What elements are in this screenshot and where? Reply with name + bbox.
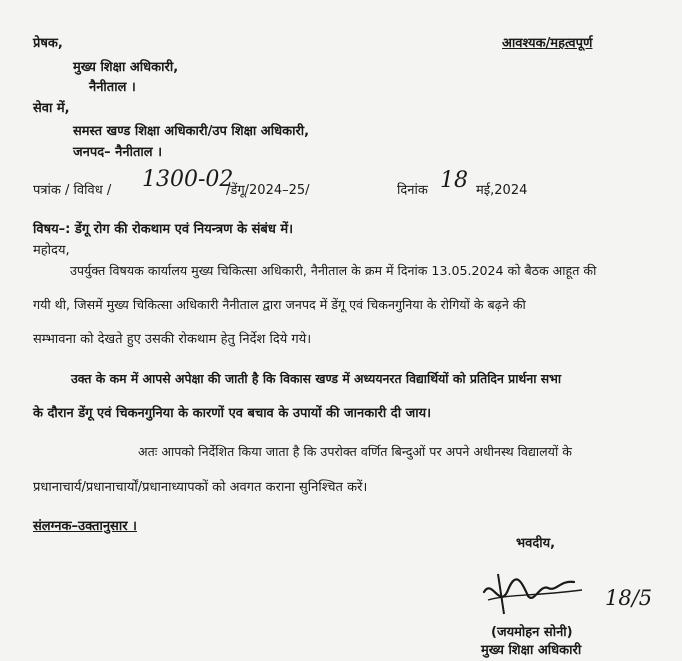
priority-label: आवश्यक/महत्वपूर्ण — [502, 36, 593, 51]
ref-prefix: पत्रांक / विविध / — [33, 183, 112, 198]
para3-line1: अतः आपको निर्देशित किया जाता है कि उपरोक्त वर्णित बिन्दुओं पर अपने अधीनस्थ विद्यालयों के — [138, 444, 572, 459]
ref-number-handwritten: 1300-02 — [142, 167, 234, 192]
para1-line3: सम्भावना को देखते हुए उसकी रोकथाम हेतु निर्देश दिये गये। — [33, 332, 312, 347]
recipient-place: जनपद– नैनीताल । — [73, 145, 163, 160]
signature-mark — [478, 570, 588, 622]
sender-place: नैनीताल । — [89, 80, 136, 95]
para2-line1: उक्त के कम में आपसे अपेक्षा की जाती है कि विकास खण्ड में अध्ययनरत विद्यार्थियों को प्रतिदिन प्रार्थना सभा — [71, 371, 562, 386]
signatory-name: (जयमोहन सोनी) — [491, 625, 573, 640]
para3-line2: प्रधानाचार्य/प्रधानाचार्यों/प्रधानाध्यापकों को अवगत कराना सुनिश्चित करें। — [33, 480, 368, 495]
date-rest: मई,2024 — [476, 183, 528, 198]
para1-line1: उपर्युक्त विषयक कार्यालय मुख्य चिकित्सा अधिकारी, नैनीताल के क्रम में दिनांक 13.05.2024 को बैठक आहूत की — [70, 263, 597, 278]
para1-line2: गयी थी, जिसमें मुख्य चिकित्सा अधिकारी नैनीताल द्वारा जनपद में डेंगू एवं चिकनगुनिया के रोगियों के बढ़ने की — [33, 297, 526, 312]
signature-date-handwritten: 18/5 — [605, 586, 653, 610]
ref-suffix: /डेंगू/2024–25/ — [226, 183, 310, 198]
sender-title: मुख्य शिक्षा अधिकारी, — [73, 60, 179, 75]
para2-line2: के दौरान डेंगू एवं चिकनगुनिया के कारणों एव बचाव के उपायों की जानकारी दी जाय। — [33, 406, 432, 421]
enclosure-note: संलग्नक–उक्तानुसार । — [33, 519, 137, 534]
from-label: प्रेषक, — [33, 36, 63, 51]
recipient-title: समस्त खण्ड शिक्षा अधिकारी/उप शिक्षा अधिकारी, — [73, 124, 310, 139]
signatory-title: मुख्य शिक्षा अधिकारी — [481, 643, 582, 658]
salutation: महोदय, — [33, 243, 70, 258]
date-label: दिनांक — [397, 183, 428, 198]
closing: भवदीय, — [516, 536, 556, 551]
to-label: सेवा में, — [33, 101, 70, 116]
subject-line: विषय–: डेंगू रोग की रोकथाम एवं नियन्त्रण के संबंध में। — [33, 222, 294, 237]
date-day-handwritten: 18 — [440, 168, 468, 193]
